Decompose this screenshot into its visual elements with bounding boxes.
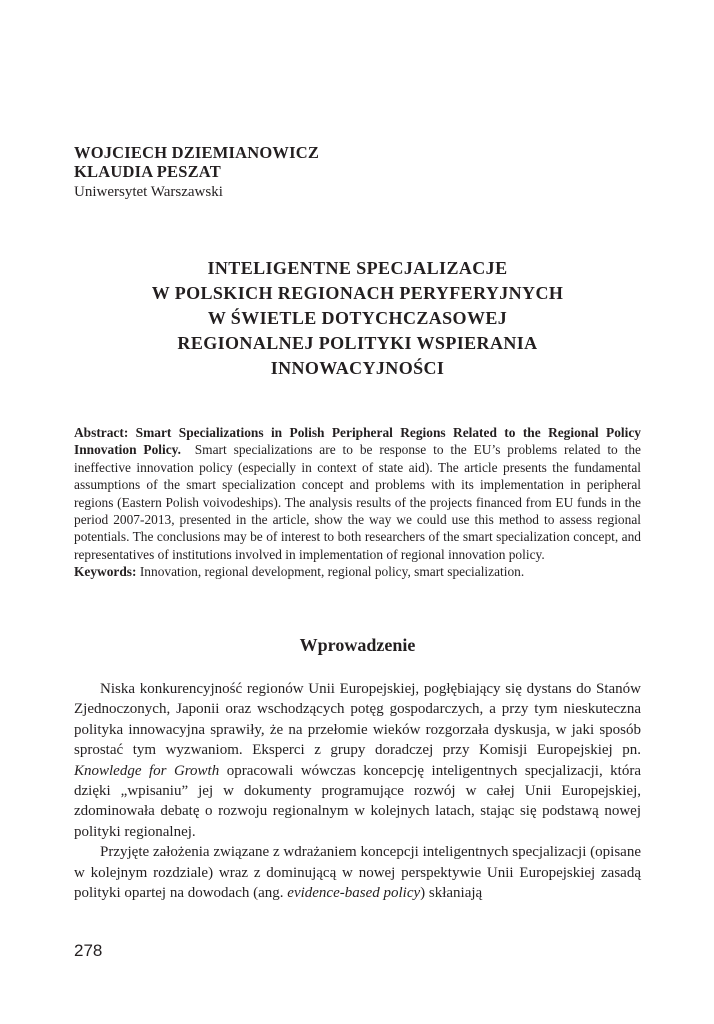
keywords-paragraph (74, 563, 641, 580)
text-run: ) skłaniają (420, 885, 483, 902)
title-line: W POLSKICH REGIONACH PERYFERYJNYCH (151, 283, 564, 303)
page-number: 278 (74, 941, 103, 960)
body-text (74, 679, 641, 903)
abstract (74, 424, 641, 581)
text-run: Przyjęte założenia związane z wdrażaniem koncepcji inteligentnych specjalizacji (opisane w kolejnym rozdziale) wraz z dominującą w nowej perspektywie Unii Europejskiej zasadą polityki opartej na dowodach (ang. (74, 844, 641, 902)
title-line: REGIONALNEJ POLITYKI WSPIERANIA (177, 333, 538, 353)
section-heading: Wprowadzenie (299, 635, 416, 655)
title-line: W ŚWIETLE DOTYCHCZASOWEJ (207, 308, 508, 328)
title-line: INTELIGENTNE SPECJALIZACJE (207, 258, 508, 278)
affiliation: Uniwersytet Warszawski (74, 184, 223, 200)
abstract-paragraph (74, 424, 641, 563)
keywords-label: Keywords: (74, 564, 137, 580)
author-block (74, 143, 641, 202)
text-run: Niska konkurencyjność regionów Unii Europejskiej, pogłębiający się dystans do Stanów Zjednoczonych, Japonii oraz wschodzących potęg gospodarczych, a przy tym nieskuteczna polityka innowacyjna sprawiły, że na przełomie wieków rozgorzała dyskusja, w jaki sposób sprostać tym wyzwaniom. Eksperci z grupy doradczej przy Komisji Europejskiej pn. (74, 681, 641, 759)
keywords-text: Innovation, regional development, regional policy, smart specialization. (139, 564, 525, 580)
article-title (74, 256, 641, 381)
body-paragraph (74, 679, 641, 842)
title-line: INNOWACYJNOŚCI (270, 358, 445, 378)
italic-term: evidence-based policy (287, 885, 421, 902)
italic-term: Knowledge for Growth (74, 762, 220, 779)
abstract-label: Abstract: Smart Specializations in Polish Peripheral Regions Related to the Regional Policy Innovation Policy. (74, 425, 641, 458)
text-run: opracowali wówczas koncepcję inteligentnych specjalizacji, która dzięki „wpisaniu” jej w dokumenty programujące rozwój w całej Unii Europejskiej, zdominowała debatę o rozwoju regionalnym w kolejnych latach, stając się podstawą nowej polityki regionalnej. (74, 762, 641, 840)
abstract-text: Smart specializations are to be response to the EU’s problems related to the ineffective innovation policy (especially in context of state aid). The article presents the fundamental assumptions of the smart specialization concept and problems with its implementation in peripheral regions (Eastern Polish voivodeships). The analysis results of the projects financed from EU funds in the period 2007-2013, presented in the article, show the way we could use this method to assess regional potentials. The conclusions may be of interest to both researchers of the smart specialization concept, and representatives of institutions involved in implementation of regional innovation policy. (74, 442, 641, 562)
author-name: WOJCIECH DZIEMIANOWICZ (74, 143, 320, 162)
author-name: KLAUDIA PESZAT (74, 162, 221, 181)
body-paragraph (74, 842, 641, 903)
